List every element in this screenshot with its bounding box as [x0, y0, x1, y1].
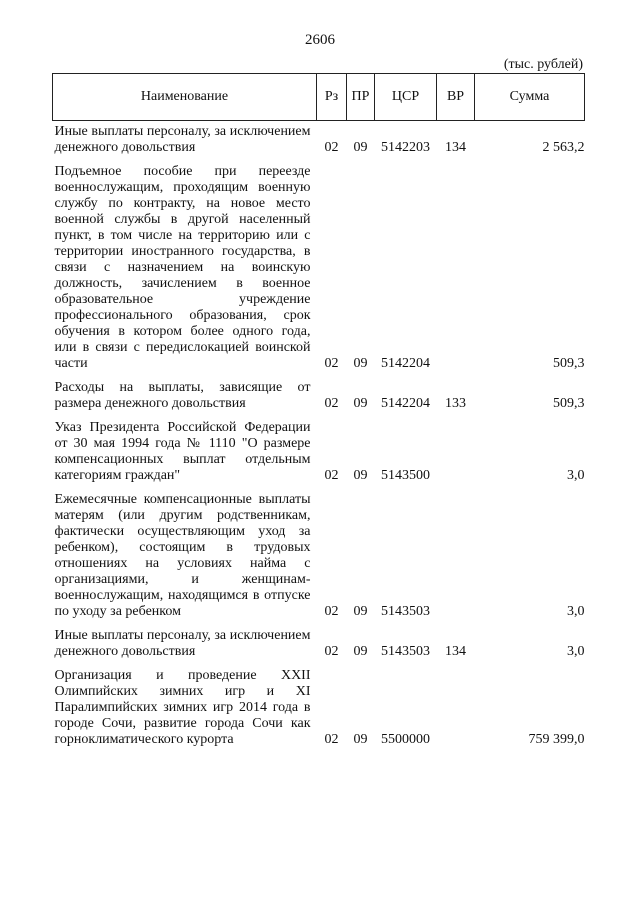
row-sum: 2 563,2: [542, 140, 585, 155]
budget-table: [52, 73, 585, 748]
table-row: [53, 620, 585, 660]
header-vr: ВР: [437, 74, 475, 121]
row-csr: 5500000: [381, 732, 430, 747]
row-vr: 133: [445, 396, 466, 411]
units-label: (тыс. рублей): [503, 57, 583, 72]
header-row: [53, 74, 585, 121]
row-rz: 02: [324, 140, 339, 155]
row-rz: 02: [324, 604, 339, 619]
header-name: Наименование: [53, 74, 317, 121]
row-rz: 02: [324, 732, 339, 747]
row-name: Иные выплаты персоналу, за исключением денежного довольствия: [54, 628, 311, 659]
row-sum: 509,3: [553, 396, 585, 411]
table-row: [53, 484, 585, 620]
row-pr: 09: [353, 396, 368, 411]
row-name: Подъемное пособие при переезде военнослужащим, проходящим военную службу по контракту, на новое место военной службы в другой населенный пункт, в том числе на территорию или с территории иностранного государства, в связи с назначением на воинскую должность, зачислением в военное образовательное учреждение профессионального образования, срок обучения в котором более одного года, или в связи с передислокацией воинской части: [54, 164, 311, 371]
header-csr: ЦСР: [375, 74, 437, 121]
row-vr: [437, 156, 475, 372]
row-csr: 5143503: [381, 644, 430, 659]
row-rz: 02: [324, 468, 339, 483]
table-row: [53, 412, 585, 484]
row-sum: 509,3: [553, 356, 585, 371]
row-vr: [437, 484, 475, 620]
row-vr: 134: [445, 140, 466, 155]
row-csr: 5142204: [381, 356, 430, 371]
row-sum: 3,0: [567, 468, 585, 483]
row-pr: 09: [353, 356, 368, 371]
row-sum: 759 399,0: [528, 732, 585, 747]
row-name: Организация и проведение XXII Олимпийских зимних игр и XI Паралимпийских зимних игр 2014 года в городе Сочи, развитие города Сочи как горноклиматического курорта: [54, 668, 311, 747]
row-sum: 3,0: [567, 604, 585, 619]
header-sum: Сумма: [475, 74, 585, 121]
page-number: 2606: [305, 32, 335, 48]
row-vr: [437, 412, 475, 484]
row-csr: 5143503: [381, 604, 430, 619]
header-pr: ПР: [347, 74, 375, 121]
table-row: [53, 156, 585, 372]
row-pr: 09: [353, 468, 368, 483]
table-row: [53, 660, 585, 748]
row-csr: 5142203: [381, 140, 430, 155]
row-csr: 5143500: [381, 468, 430, 483]
row-sum: 3,0: [567, 644, 585, 659]
row-vr: [437, 660, 475, 748]
row-name: Указ Президента Российской Федерации от 30 мая 1994 года № 1110 "О размере компенсационных выплат отдельным категориям граждан": [54, 420, 311, 483]
table-row: [53, 372, 585, 412]
row-name: Ежемесячные компенсационные выплаты матерям (или другим родственникам, фактически осуществляющим уход за ребенком), состоящим в трудовых отношениях на условиях найма с организациями, и женщинам-военнослужащим, находящимся в отпуске по уходу за ребенком: [54, 492, 311, 619]
row-name: Расходы на выплаты, зависящие от размера денежного довольствия: [54, 380, 311, 411]
header-rz: Рз: [317, 74, 347, 121]
table-row: [53, 121, 585, 157]
row-pr: 09: [353, 604, 368, 619]
row-name: Иные выплаты персоналу, за исключением денежного довольствия: [54, 124, 311, 155]
row-pr: 09: [353, 732, 368, 747]
row-rz: 02: [324, 644, 339, 659]
row-csr: 5142204: [381, 396, 430, 411]
row-pr: 09: [353, 644, 368, 659]
row-vr: 134: [445, 644, 466, 659]
row-rz: 02: [324, 396, 339, 411]
row-pr: 09: [353, 140, 368, 155]
row-rz: 02: [324, 356, 339, 371]
